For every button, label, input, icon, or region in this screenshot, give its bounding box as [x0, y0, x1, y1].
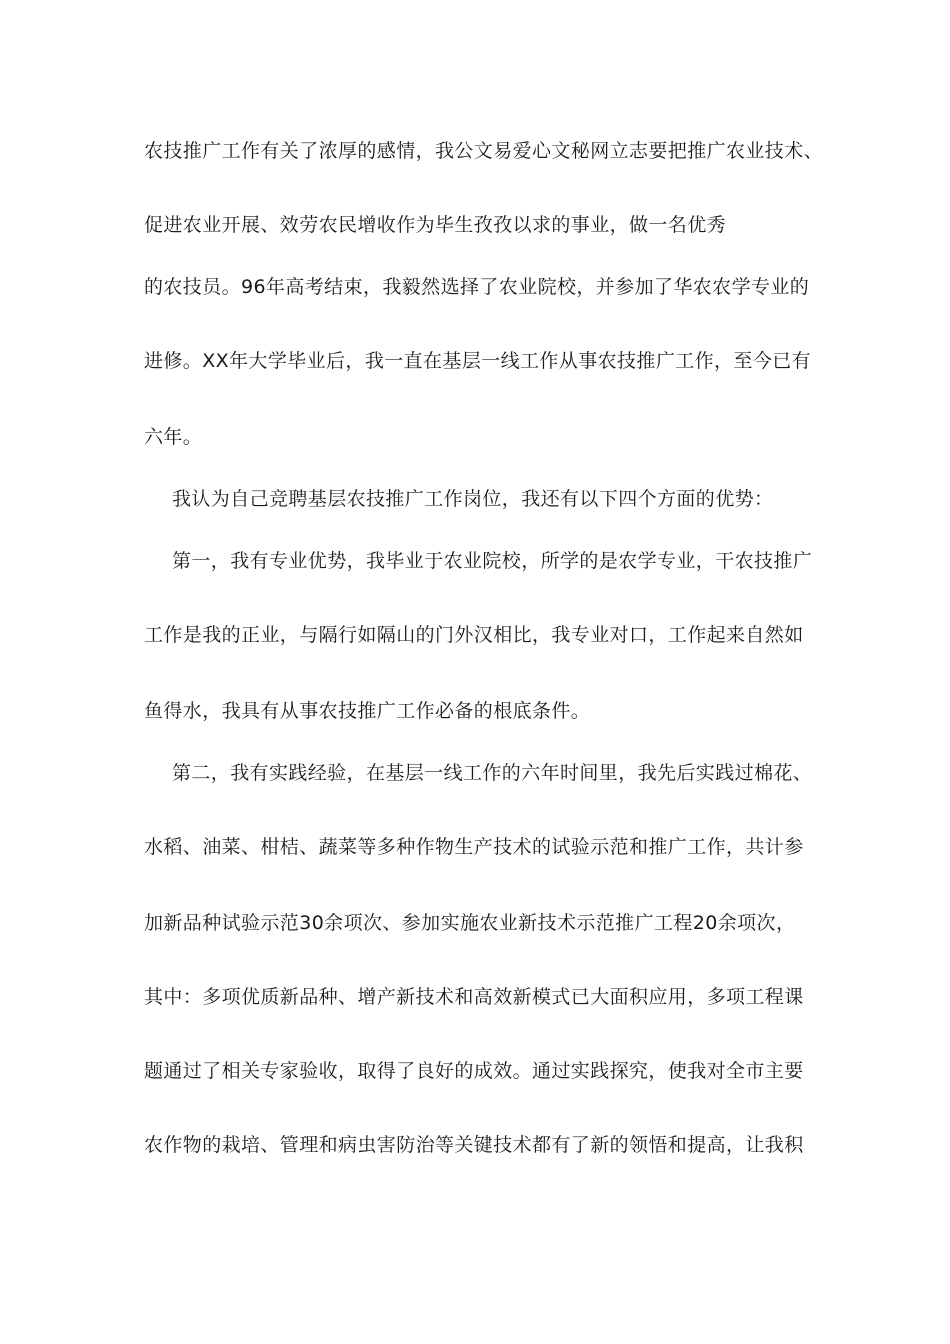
text-line: 其中：多项优质新品种、增产新技术和高效新模式已大面积应用，多项工程课: [144, 986, 804, 1008]
text-line: 的农技员。96年高考结束，我毅然选择了农业院校，并参加了华农农学专业的: [144, 276, 810, 298]
text-line: 促进农业开展、效劳农民增收作为毕生孜孜以求的事业，做一名优秀: [144, 214, 727, 236]
text-line: 鱼得水，我具有从事农技推广工作必备的根底条件。: [144, 700, 591, 722]
text-line: 农技推广工作有关了浓厚的感情，我公文易爱心文秘网立志要把推广农业技术、: [144, 140, 824, 162]
text-line: 工作是我的正业，与隔行如隔山的门外汉相比，我专业对口，工作起来自然如: [144, 624, 804, 646]
text-line: 农作物的栽培、管理和病虫害防治等关键技术都有了新的领悟和提高，让我积: [144, 1134, 804, 1156]
text-line: 水稻、油菜、柑桔、蔬菜等多种作物生产技术的试验示范和推广工作，共计参: [144, 836, 804, 858]
paragraph-first-line: 第二，我有实践经验，在基层一线工作的六年时间里，我先后实践过棉花、: [172, 762, 813, 784]
paragraph-first-line: 我认为自己竞聘基层农技推广工作岗位，我还有以下四个方面的优势：: [172, 488, 774, 510]
paragraph-first-line: 第一，我有专业优势，我毕业于农业院校，所学的是农学专业，干农技推广: [172, 550, 813, 572]
text-line: 进修。XX年大学毕业后，我一直在基层一线工作从事农技推广工作，至今已有: [144, 350, 812, 372]
text-line: 题通过了相关专家验收，取得了良好的成效。通过实践探究，使我对全市主要: [144, 1060, 804, 1082]
text-line: 加新品种试验示范30余项次、参加实施农业新技术示范推广工程20余项次，: [144, 912, 796, 934]
text-line: 六年。: [144, 426, 203, 448]
